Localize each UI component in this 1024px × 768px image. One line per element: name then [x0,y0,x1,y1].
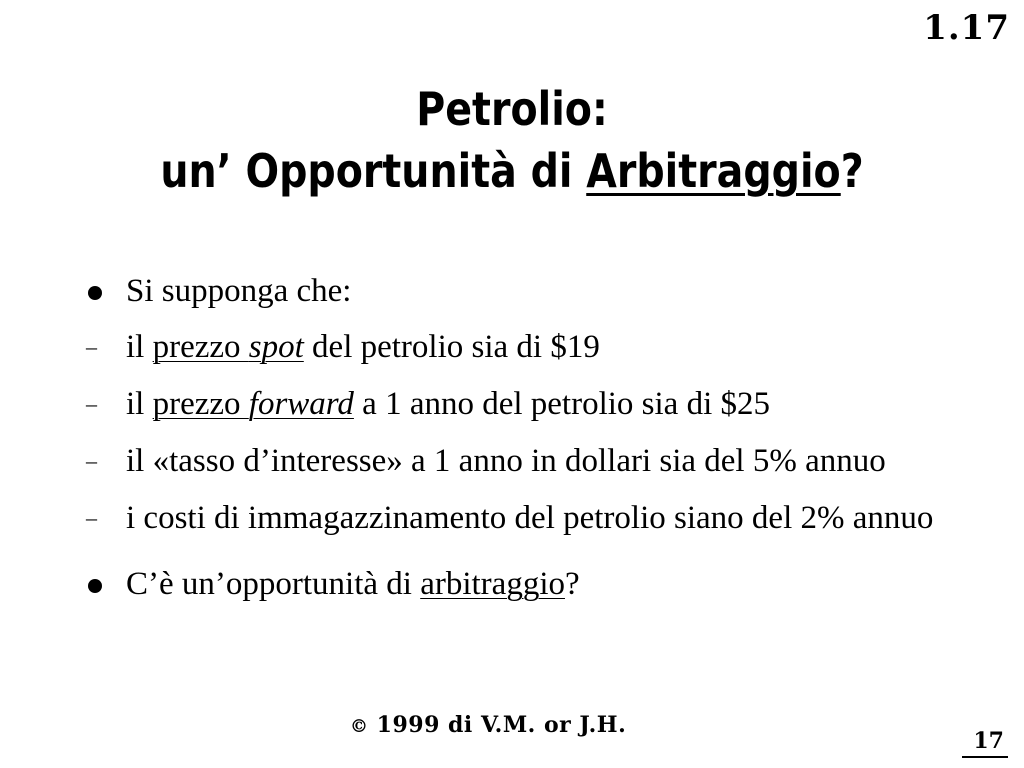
bullet-intro-text: Si supponga che: [126,273,352,309]
slide-number-bottom: 17 [973,728,1004,754]
bullet-intro [86,268,966,314]
item1-prezzo: prezzo [152,329,249,365]
slide-number-top: 1.17 [923,8,1010,48]
item2-prefix: il [126,386,153,422]
title-line-2-suffix: ? [840,144,864,198]
dash-item-interest [86,438,966,484]
slide-title [72,78,953,202]
question-prefix: C’è un’opportunità di [126,566,421,602]
item2-forward: forward [248,386,354,422]
slide-content [86,268,966,617]
dash-icon: – [86,334,97,359]
slide-number-rule [962,756,1008,758]
item1-prefix: il [126,329,153,365]
title-line-2-prefix: un’ Opportunità di [160,144,587,198]
footer-copyright [350,712,626,738]
item3-text: il «tasso d’interesse» a 1 anno in dollari sia del 5% annuo [126,443,886,479]
bullet-question [86,561,966,607]
item2-suffix: a 1 anno del petrolio sia di $25 [353,386,770,422]
footer-text: 1999 di V.M. or J.H. [368,712,627,738]
item4-text: i costi di immagazzinamento del petrolio siano del 2% annuo [126,500,934,536]
dash-item-storage [86,495,966,541]
bullet-dot-icon [88,286,102,300]
item1-suffix: del petrolio sia di $19 [303,329,600,365]
dash-item-spot [86,324,966,370]
item1-spot: spot [248,329,304,365]
title-line-1: Petrolio: [416,82,608,136]
title-arbitraggio: Arbitraggio [586,144,841,198]
bullet-dot-icon [88,579,102,593]
dash-icon: – [86,391,97,416]
item1-underlined [153,329,304,365]
dash-item-forward [86,381,966,427]
dash-icon: – [86,448,97,473]
dash-icon: – [86,505,97,530]
question-suffix: ? [564,566,580,602]
copyright-icon: © [350,716,369,737]
item2-prezzo: prezzo [152,386,249,422]
item2-underlined [153,386,354,422]
title-line-2 [72,140,953,202]
question-arbitraggio: arbitraggio [420,566,565,602]
